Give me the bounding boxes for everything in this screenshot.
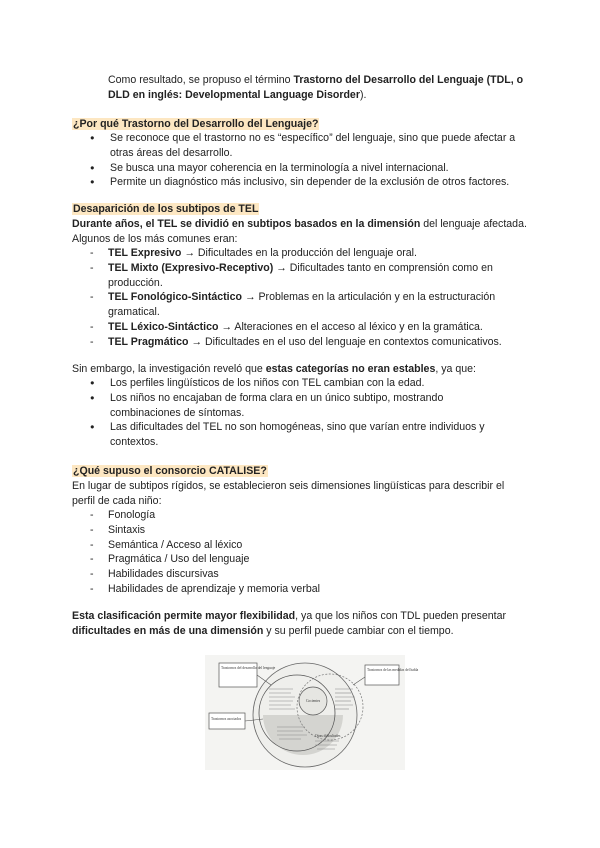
- venn-diagram-svg: [205, 655, 419, 770]
- list-item: - TEL Expresivo → Dificultades en la producción del lenguaje oral.: [88, 246, 528, 261]
- box-left-bottom: [209, 713, 245, 729]
- intro-term: Trastorno del Desarrollo del Lenguaje (TDL, o DLD en inglés: Developmental Language Disorder: [108, 74, 524, 101]
- section-heading-why-tdl: ¿Por qué Trastorno del Desarrollo del Lenguaje?: [73, 118, 319, 130]
- list-item: ● Los perfiles lingüísticos de los niños con TEL cambian con la edad.: [90, 376, 515, 391]
- dimensions-list: [88, 508, 528, 597]
- list-item: - Sintaxis: [88, 523, 528, 538]
- label-left-top: Trastornos del desarrollo del lenguaje: [221, 666, 276, 670]
- label-left-bottom: Trastornos asociados: [211, 717, 242, 721]
- list-item: ● Permite un diagnóstico más inclusivo, sin depender de la exclusión de otros factores.: [90, 175, 528, 190]
- catalise-lead-paragraph: En lugar de subtipos rígidos, se establecieron seis dimensiones lingüísticas para describir el perfil de cada niño:: [72, 480, 505, 507]
- however-paragraph: Sin embargo, la investigación reveló que estas categorías no eran estables, ya que:: [72, 363, 476, 375]
- list-item: - Semántica / Acceso al léxico: [88, 538, 528, 553]
- subtypes-lead-paragraph: Durante años, el TEL se dividió en subtipos basados en la dimensión del lenguaje afectada. Algunos de los más comunes eran:: [72, 218, 527, 245]
- label-bottom: Otras dificultades: [315, 734, 341, 738]
- intro-text-end: ).: [359, 88, 367, 101]
- list-item: ● Los niños no encajaban de forma clara en un único subtipo, mostrando combinaciones de síntomas.: [90, 391, 515, 421]
- list-item: - Pragmática / Uso del lenguaje: [88, 552, 528, 567]
- list-item: - TEL Pragmático → Dificultades en el uso del lenguaje en contextos comunicativos.: [88, 335, 528, 350]
- subtypes-list: [88, 246, 528, 350]
- section-heading-catalise: ¿Qué supuso el consorcio CATALISE?: [73, 465, 267, 477]
- label-right-top: Trastornos de las medidas del habla: [367, 668, 419, 672]
- list-item: ● Las dificultades del TEL no son homogéneas, sino que varían entre individuos y contextos.: [90, 420, 515, 450]
- list-item: - Fonología: [88, 508, 528, 523]
- section-heading-subtypes: Desaparición de los subtipos de TEL: [73, 203, 259, 215]
- list-item: - TEL Léxico-Sintáctico → Alteraciones en el acceso al léxico y en la gramática.: [88, 320, 528, 335]
- list-item: - Habilidades de aprendizaje y memoria verbal: [88, 582, 528, 597]
- intro-text: Como resultado, se propuso el término: [108, 74, 294, 86]
- list-item: - TEL Mixto (Expresivo-Receptivo) → Dificultades tanto en comprensión como en producción.: [88, 261, 528, 291]
- dld-venn-diagram: [205, 655, 419, 770]
- label-center: Cocientes: [306, 699, 321, 703]
- closing-paragraph: Esta clasificación permite mayor flexibilidad, ya que los niños con TDL pueden presentar dificultades en más de una dimensión y su perfil puede cambiar con el tiempo.: [72, 610, 506, 637]
- list-item: ● Se reconoce que el trastorno no es “específico” del lenguaje, sino que puede afectar a otras áreas del desarrollo.: [90, 131, 528, 161]
- list-item: - Habilidades discursivas: [88, 567, 528, 582]
- reasons-bullet-list: [90, 376, 515, 450]
- list-item: - TEL Fonológico-Sintáctico → Problemas en la articulación y en la estructuración gramatical.: [88, 290, 528, 320]
- intro-paragraph: [108, 73, 533, 103]
- why-tdl-bullet-list: [90, 131, 528, 190]
- list-item: ● Se busca una mayor coherencia en la terminología a nivel internacional.: [90, 161, 528, 176]
